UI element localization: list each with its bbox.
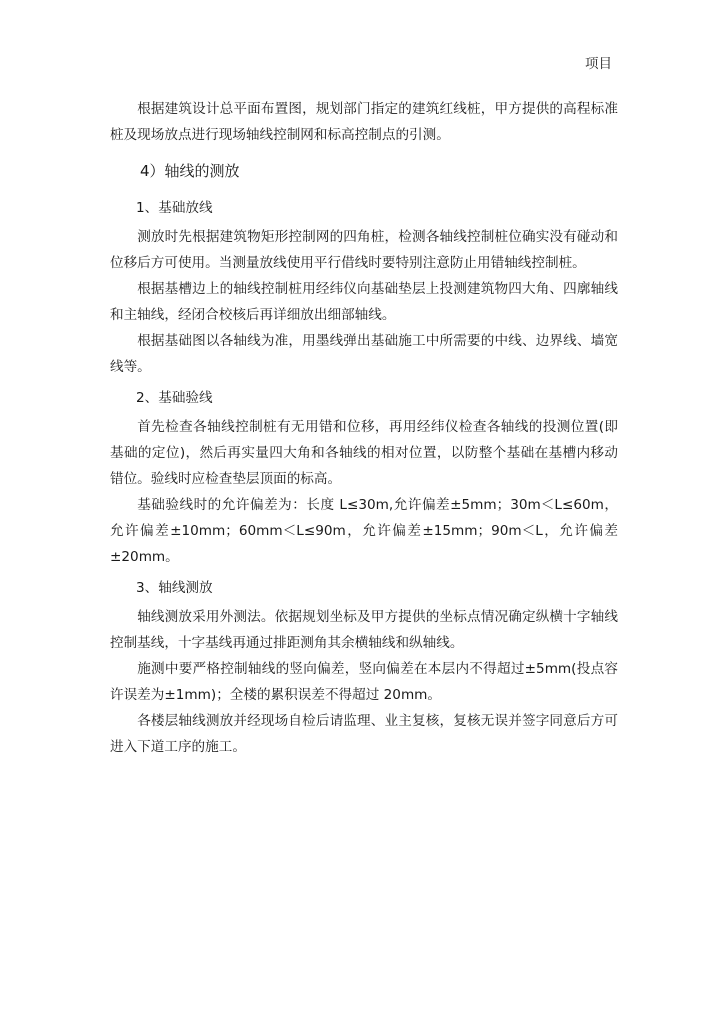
subsection-heading: 1、基础放线 [136, 200, 213, 216]
subsection-heading: 2、基础验线 [136, 390, 213, 406]
paragraph: 测放时先根据建筑物矩形控制网的四角桩，检测各轴线控制桩位确实没有碰动和位移后方可使用。当测量放线使用平行借线时要特别注意防止用错轴线控制桩。 [110, 229, 618, 271]
paragraph: 根据基础图以各轴线为准，用墨线弹出基础施工中所需要的中线、边界线、墙宽线等。 [110, 333, 618, 375]
paragraph: 基础验线时的允许偏差为：长度 L≤30m,允许偏差±5mm；30m＜L≤60m，允许偏差±10mm；60mm＜L≤90m，允许偏差±15mm；90m＜L，允许偏差±20mm。 [110, 497, 618, 565]
intro-paragraph: 根据建筑设计总平面布置图，规划部门指定的建筑红线桩，甲方提供的高程标准桩及现场放点进行现场轴线控制网和标高控制点的引测。 [110, 101, 618, 143]
document-body [110, 96, 618, 760]
paragraph: 根据基槽边上的轴线控制桩用经纬仪向基础垫层上投测建筑物四大角、四廓轴线和主轴线，经闭合校核后再详细放出细部轴线。 [110, 281, 618, 323]
section-heading: 4）轴线的测放 [140, 162, 240, 180]
paragraph: 首先检查各轴线控制桩有无用错和位移，再用经纬仪检查各轴线的投测位置(即基础的定位)，然后再实量四大角和各轴线的相对位置，以防整个基础在基槽内移动错位。验线时应检查垫层顶面的标高。 [110, 419, 618, 487]
paragraph: 施测中要严格控制轴线的竖向偏差，竖向偏差在本层内不得超过±5mm(投点容许误差为±1mm)；全楼的累积误差不得超过 20mm。 [110, 661, 618, 703]
paragraph: 轴线测放采用外测法。依据规划坐标及甲方提供的坐标点情况确定纵横十字轴线控制基线，十字基线再通过排距测角其余横轴线和纵轴线。 [110, 609, 618, 651]
subsection-heading: 3、轴线测放 [136, 580, 213, 596]
page-header: 项目 [585, 56, 612, 72]
paragraph: 各楼层轴线测放并经现场自检后请监理、业主复核，复核无误并签字同意后方可进入下道工序的施工。 [110, 713, 618, 755]
